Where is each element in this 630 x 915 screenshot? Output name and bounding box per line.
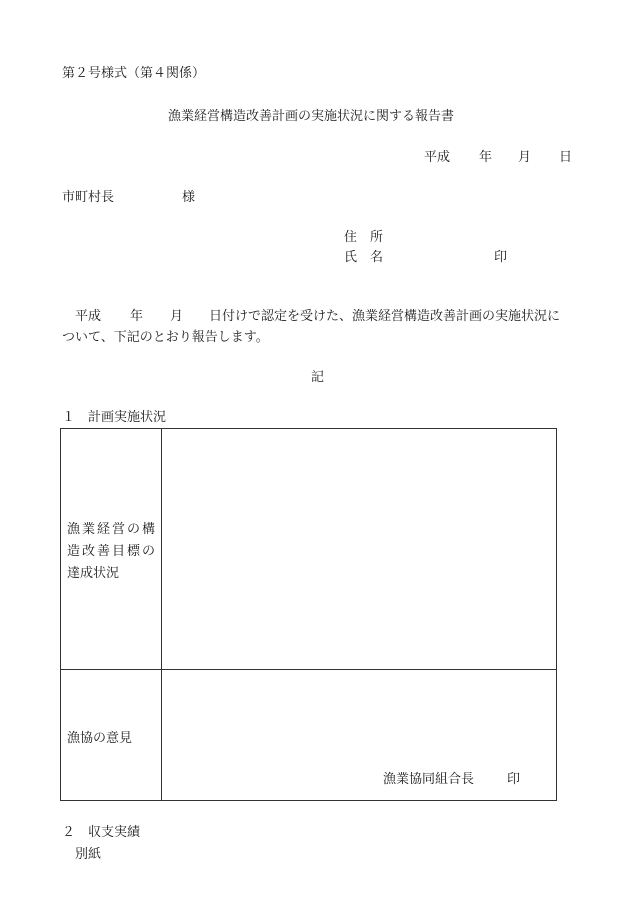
table-row-target-status xyxy=(61,429,556,670)
document-title: 漁業経営構造改善計画の実施状況に関する報告書 xyxy=(168,109,455,124)
date-day: 日 xyxy=(559,150,573,165)
coop-chair-signature: 漁業協同組合長 xyxy=(383,772,475,787)
name-label: 氏 名 xyxy=(344,250,384,265)
row1-label-line2: 造改善目標の xyxy=(67,544,158,559)
date-era: 平成 xyxy=(424,150,451,165)
date-month: 月 xyxy=(518,150,532,165)
column-divider xyxy=(161,429,162,669)
section2-note: 別紙 xyxy=(75,847,102,862)
body-month: 月 xyxy=(170,309,184,324)
section1-heading: １ 計画実施状況 xyxy=(62,410,167,425)
body-rest: 日付けで認定を受けた、漁業経営構造改善計画の実施状況に xyxy=(209,309,561,324)
date-year: 年 xyxy=(479,150,493,165)
section2-heading: ２ 収支実績 xyxy=(62,825,141,840)
body-year: 年 xyxy=(130,309,144,324)
column-divider xyxy=(161,670,162,800)
ki-heading: 記 xyxy=(311,370,325,385)
form-number: 第２号様式（第４関係） xyxy=(62,66,206,81)
row1-label-line3: 達成状況 xyxy=(67,566,120,581)
coop-seal-mark: 印 xyxy=(507,772,521,787)
seal-mark: 印 xyxy=(494,250,508,265)
addressee-honorific: 様 xyxy=(182,190,196,205)
addressee-name: 市町村長 xyxy=(62,190,115,205)
row1-label-line1: 漁業経営の構 xyxy=(67,522,158,537)
body-line2: ついて、下記のとおり報告します。 xyxy=(62,330,269,345)
plan-implementation-table xyxy=(60,428,557,801)
address-label: 住 所 xyxy=(344,230,384,245)
table-row-coop-opinion xyxy=(61,670,556,800)
body-era: 平成 xyxy=(75,309,102,324)
row2-label: 漁協の意見 xyxy=(67,731,133,746)
